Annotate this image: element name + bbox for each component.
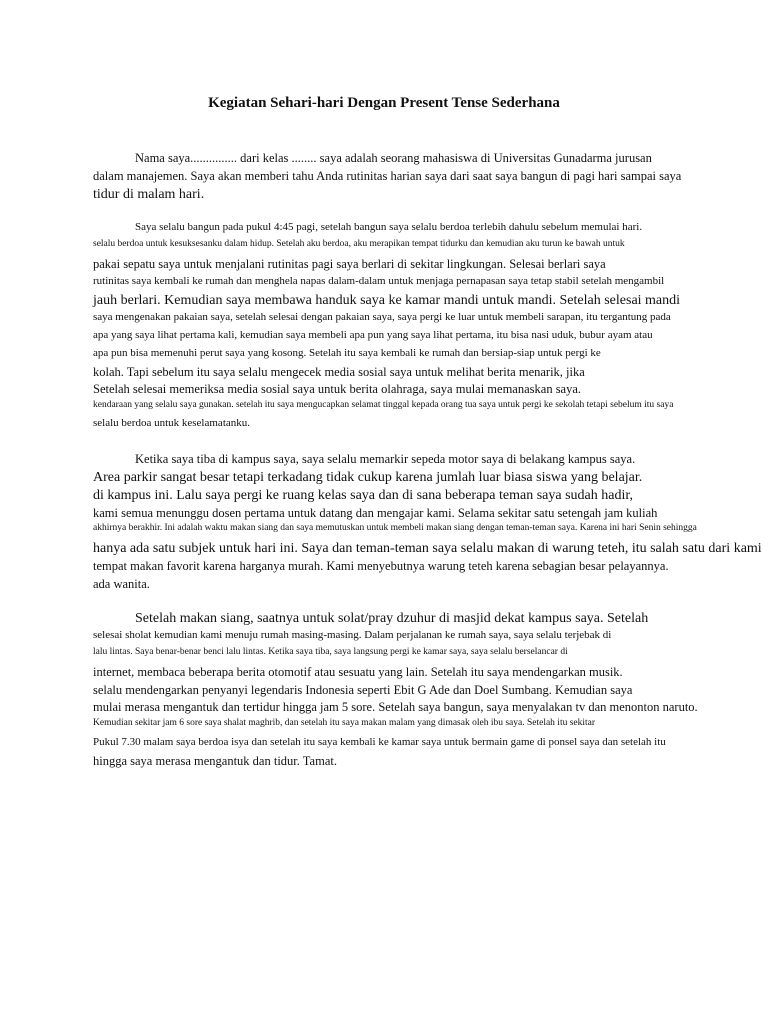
text-line: jauh berlari. Kemudian saya membawa handuk saya ke kamar mandi untuk mandi. Setelah selesai mandi [93,293,681,308]
text-line: kendaraan yang selalu saya gunakan. setelah itu saya mengucapkan selamat tinggal kepada orang tua saya untuk pergi ke sekolah tetapi sebelum itu saya [93,400,674,410]
text-line: Ketika saya tiba di kampus saya, saya selalu memarkir sepeda motor saya di belakang kampus saya. [135,452,636,466]
text-line: apa pun bisa memenuhi perut saya yang kosong. Setelah itu saya kembali ke rumah dan bersiap-siap untuk pergi ke [93,347,601,359]
text-line: tempat makan favorit karena harganya murah. Kami menyebutnya warung teteh karena sebagian besar pelayannya. [93,559,669,573]
text-line: saya mengenakan pakaian saya, setelah selesai dengan pakaian saya, saya pergi ke luar untuk membeli sarapan, itu tergantung pada [93,311,671,323]
text-line: hingga saya merasa mengantuk dan tidur. Tamat. [93,754,337,768]
text-line: lalu lintas. Saya benar-benar benci lalu lintas. Ketika saya tiba, saya langsung pergi ke kamar saya, saya selalu berselancar di [93,647,568,657]
text-line: Pukul 7.30 malam saya berdoa isya dan setelah itu saya kembali ke kamar saya untuk bermain game di ponsel saya dan setelah itu [93,736,666,748]
text-line: selesai sholat kemudian kami menuju rumah masing-masing. Dalam perjalanan ke rumah saya, saya selalu terjebak di [93,629,612,641]
text-line: ada wanita. [93,577,150,591]
text-line: di kampus ini. Lalu saya pergi ke ruang kelas saya dan di sana beberapa teman saya sudah hadir, [93,488,633,503]
text-line: Setelah makan siang, saatnya untuk solat/pray dzuhur di masjid dekat kampus saya. Setelah [135,611,649,626]
text-line: kolah. Tapi sebelum itu saya selalu mengecek media sosial saya untuk melihat berita menarik, jika [93,365,585,379]
text-line: Kemudian sekitar jam 6 sore saya shalat maghrib, dan setelah itu saya makan malam yang dimasak oleh ibu saya. Setelah itu sekitar [93,718,596,728]
text-line: Setelah selesai memeriksa media sosial saya untuk berita olahraga, saya mulai memanaskan saya. [93,382,582,396]
document-title: Kegiatan Sehari-hari Dengan Present Tense Sederhana [208,95,560,111]
text-line: selalu mendengarkan penyanyi legendaris Indonesia seperti Ebit G Ade dan Doel Sumbang. Kemudian saya [93,683,633,697]
text-line: apa yang saya lihat pertama kali, kemudian saya membeli apa pun yang saya lihat pertama, itu bisa nasi uduk, bubur ayam atau [93,329,653,341]
text-line: mulai merasa mengantuk dan tertidur hingga jam 5 sore. Setelah saya bangun, saya menyalakan tv dan menonton naruto. [93,700,698,714]
text-line: internet, membaca beberapa berita otomotif atau sesuatu yang lain. Setelah itu saya mendengarkan musik. [93,665,623,679]
text-line: Saya selalu bangun pada pukul 4:45 pagi, setelah bangun saya selalu berdoa terlebih dahulu sebelum memulai hari. [135,221,643,233]
text-line: Area parkir sangat besar tetapi terkadang tidak cukup karena jumlah luar biasa siswa yang belajar. [93,470,643,485]
text-line: selalu berdoa untuk keselamatanku. [93,417,251,429]
text-line: selalu berdoa untuk kesuksesanku dalam hidup. Setelah aku berdoa, aku merapikan tempat tidurku dan kemudian aku turun ke bawah untuk [93,239,625,249]
text-line: tidur di malam hari. [93,187,205,202]
text-line: pakai sepatu saya untuk menjalani rutinitas pagi saya berlari di sekitar lingkungan. Selesai berlari saya [93,257,606,271]
text-line: kami semua menunggu dosen pertama untuk datang dan mengajar kami. Selama sekitar satu setengah jam kuliah [93,506,658,520]
text-line: rutinitas saya kembali ke rumah dan menghela napas dalam-dalam untuk menjaga pernapasan saya tetap stabil setelah mengambil [93,275,665,287]
text-line: hanya ada satu subjek untuk hari ini. Saya dan teman-teman saya selalu makan di warung teteh, itu salah satu dari kami [93,541,762,556]
text-line: akhirnya berakhir. Ini adalah waktu makan siang dan saya memutuskan untuk membeli makan siang dengan teman-teman saya. Karena ini hari Senin sehingga [93,523,697,533]
text-line: dalam manajemen. Saya akan memberi tahu Anda rutinitas harian saya dari saat saya bangun di pagi hari sampai saya [93,169,682,183]
text-line: Nama saya............... dari kelas ........ saya adalah seorang mahasiswa di Universitas Gunadarma jurusan [135,151,652,165]
